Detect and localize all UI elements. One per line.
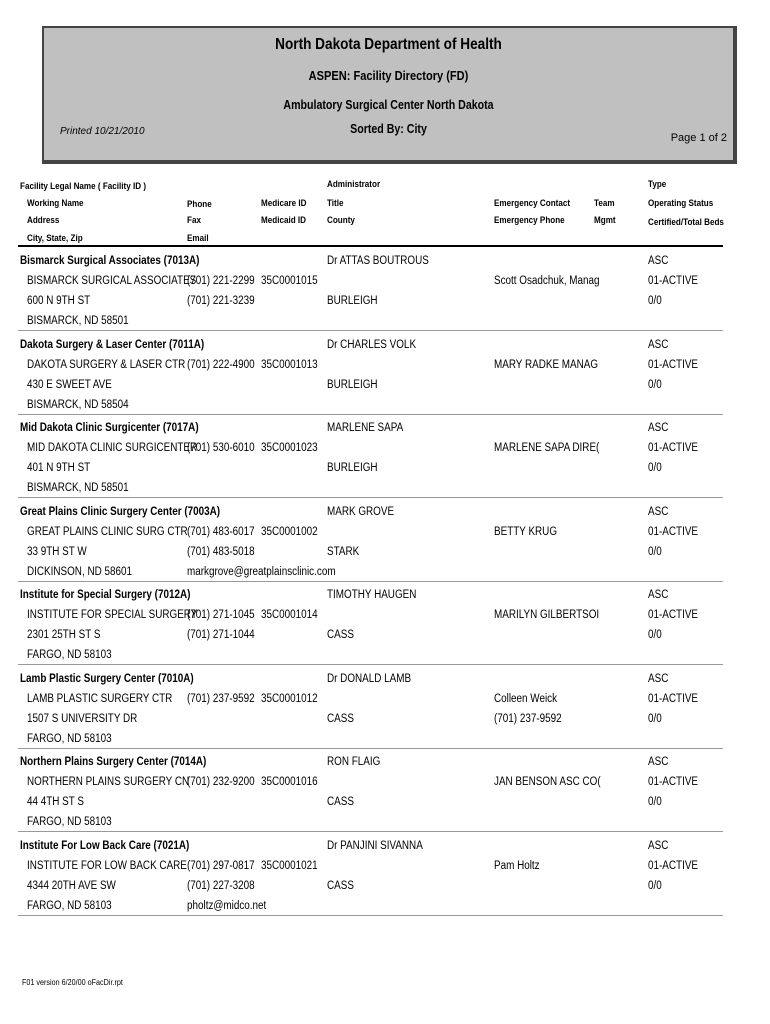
row-divider <box>18 915 723 916</box>
medicare-id: 35C0001023 <box>261 442 318 454</box>
medicare-id: 35C0001021 <box>261 859 318 872</box>
address: 33 9TH ST W <box>27 545 87 558</box>
administrator: TIMOTHY HAUGEN <box>327 589 417 601</box>
col-type: Type <box>648 179 667 189</box>
medicare-id: 35C0001012 <box>261 692 318 705</box>
report-title: North Dakota Department of Health <box>275 36 502 53</box>
medicare-id: 35C0001014 <box>261 609 318 621</box>
county: STARK <box>327 545 360 558</box>
address: 4344 20TH AVE SW <box>27 879 116 892</box>
city-state-zip: BISMARCK, ND 58501 <box>27 482 129 494</box>
county: CASS <box>327 879 354 892</box>
working-name: INSTITUTE FOR LOW BACK CARE <box>27 859 187 872</box>
medicare-id: 35C0001015 <box>261 275 318 287</box>
facility-type: ASC <box>648 839 669 852</box>
facility-type: ASC <box>648 422 669 434</box>
fax: (701) 227-3208 <box>187 879 255 892</box>
facility-record <box>18 247 723 331</box>
facility-type: ASC <box>648 505 669 518</box>
city-state-zip: BISMARCK, ND 58504 <box>27 398 129 411</box>
address: 430 E SWEET AVE <box>27 378 112 391</box>
administrator: Dr CHARLES VOLK <box>327 338 417 351</box>
col-facility: Facility Legal Name ( Facility ID ) <box>20 181 147 191</box>
address: 401 N 9TH ST <box>27 462 91 474</box>
phone: (701) 297-0817 <box>187 859 255 872</box>
phone: (701) 237-9592 <box>187 692 255 705</box>
col-title: Title <box>327 198 344 208</box>
col-county: County <box>327 215 355 225</box>
county: CASS <box>327 796 354 808</box>
address: 2301 25TH ST S <box>27 629 101 641</box>
administrator: MARLENE SAPA <box>327 422 404 434</box>
administrator: Dr PANJINI SIVANNA <box>327 839 423 852</box>
working-name: NORTHERN PLAINS SURGERY CN <box>27 776 190 788</box>
col-team: Team <box>594 198 615 208</box>
city-state-zip: FARGO, ND 58103 <box>27 899 112 912</box>
medicare-id: 35C0001013 <box>261 358 318 371</box>
city-state-zip: BISMARCK, ND 58501 <box>27 315 129 327</box>
emergency-contact: MARY RADKE MANAG <box>494 358 599 371</box>
certified-beds: 0/0 <box>648 295 662 307</box>
facility-type: ASC <box>648 672 669 685</box>
facility-record <box>18 665 723 749</box>
working-name: INSTITUTE FOR SPECIAL SURGERY <box>27 609 198 621</box>
city-state-zip: FARGO, ND 58103 <box>27 816 112 828</box>
address: 600 N 9TH ST <box>27 295 91 307</box>
col-phone: Phone <box>187 199 212 209</box>
facility-record <box>18 498 723 582</box>
facility-legal-name: Bismarck Surgical Associates (7013A) <box>20 255 200 267</box>
operating-status: 01-ACTIVE <box>648 275 699 287</box>
fax: (701) 271-1044 <box>187 629 255 641</box>
emergency-contact: BETTY KRUG <box>494 525 558 538</box>
county: BURLEIGH <box>327 462 378 474</box>
operating-status: 01-ACTIVE <box>648 859 699 872</box>
facility-legal-name: Lamb Plastic Surgery Center (7010A) <box>20 672 194 685</box>
operating-status: 01-ACTIVE <box>648 525 699 538</box>
fax: (701) 221-3239 <box>187 295 255 307</box>
administrator: Dr ATTAS BOUTROUS <box>327 255 429 267</box>
facility-type: ASC <box>648 255 669 267</box>
col-emergency-contact: Emergency Contact <box>494 198 571 208</box>
emergency-contact: MARILYN GILBERTSOI <box>494 609 600 621</box>
administrator: RON FLAIG <box>327 756 381 768</box>
facility-record <box>18 748 723 832</box>
operating-status: 01-ACTIVE <box>648 609 699 621</box>
phone: (701) 222-4900 <box>187 358 255 371</box>
emergency-contact: MARLENE SAPA DIRE( <box>494 442 600 454</box>
report-header <box>42 26 737 164</box>
page-number: Page 1 of 2 <box>670 132 727 144</box>
emergency-contact: Colleen Weick <box>494 692 558 705</box>
administrator: Dr DONALD LAMB <box>327 672 412 685</box>
facility-record <box>18 581 723 665</box>
working-name: LAMB PLASTIC SURGERY CTR <box>27 692 173 705</box>
col-administrator: Administrator <box>327 179 381 189</box>
email: markgrove@greatplainsclinic.com <box>187 565 336 578</box>
emergency-contact: JAN BENSON ASC CO( <box>494 776 601 788</box>
operating-status: 01-ACTIVE <box>648 358 699 371</box>
col-fax: Fax <box>187 215 201 225</box>
city-state-zip: DICKINSON, ND 58601 <box>27 565 132 578</box>
medicare-id: 35C0001016 <box>261 776 318 788</box>
col-emergency-phone: Emergency Phone <box>494 215 565 225</box>
facility-legal-name: Institute for Special Surgery (7012A) <box>20 589 191 601</box>
operating-status: 01-ACTIVE <box>648 692 699 705</box>
phone: (701) 530-6010 <box>187 442 255 454</box>
certified-beds: 0/0 <box>648 545 662 558</box>
report-subtitle: ASPEN: Facility Directory (FD) <box>308 68 469 83</box>
working-name: MID DAKOTA CLINIC SURGICENTER <box>27 442 198 454</box>
emergency-contact: Pam Holtz <box>494 859 540 872</box>
administrator: MARK GROVE <box>327 505 395 518</box>
col-mgmt: Mgmt <box>594 215 616 225</box>
report-footer: F01 version 6/20/00 oFacDir.rpt <box>22 978 123 987</box>
certified-beds: 0/0 <box>648 629 662 641</box>
county: CASS <box>327 712 354 725</box>
col-city: City, State, Zip <box>27 233 83 243</box>
col-medicaid: Medicaid ID <box>261 215 307 225</box>
emergency-contact: Scott Osadchuk, Manag <box>494 275 600 287</box>
col-address: Address <box>27 215 60 225</box>
operating-status: 01-ACTIVE <box>648 442 699 454</box>
facility-record <box>18 832 723 916</box>
report-name: Ambulatory Surgical Center North Dakota <box>283 98 494 112</box>
phone: (701) 232-9200 <box>187 776 255 788</box>
facility-legal-name: Mid Dakota Clinic Surgicenter (7017A) <box>20 422 199 434</box>
facility-type: ASC <box>648 589 669 601</box>
printed-date: Printed 10/21/2010 <box>60 126 145 137</box>
city-state-zip: FARGO, ND 58103 <box>27 732 112 745</box>
facility-legal-name: Northern Plains Surgery Center (7014A) <box>20 756 207 768</box>
certified-beds: 0/0 <box>648 879 662 892</box>
phone: (701) 271-1045 <box>187 609 255 621</box>
address: 44 4TH ST S <box>27 796 84 808</box>
county: BURLEIGH <box>327 378 378 391</box>
col-beds: Certified/Total Beds <box>648 217 724 227</box>
facility-type: ASC <box>648 756 669 768</box>
col-operating-status: Operating Status <box>648 198 714 208</box>
facility-record <box>18 414 723 498</box>
phone: (701) 483-6017 <box>187 525 255 538</box>
certified-beds: 0/0 <box>648 462 662 474</box>
col-working-name: Working Name <box>27 198 84 208</box>
col-medicare: Medicare ID <box>261 198 307 208</box>
email: pholtz@midco.net <box>187 899 267 912</box>
working-name: BISMARCK SURGICAL ASSOCIATES <box>27 275 197 287</box>
county: CASS <box>327 629 354 641</box>
certified-beds: 0/0 <box>648 796 662 808</box>
county: BURLEIGH <box>327 295 378 307</box>
facility-legal-name: Institute For Low Back Care (7021A) <box>20 839 190 852</box>
working-name: GREAT PLAINS CLINIC SURG CTR <box>27 525 188 538</box>
facility-legal-name: Great Plains Clinic Surgery Center (7003A) <box>20 505 221 518</box>
working-name: DAKOTA SURGERY & LASER CTR <box>27 358 186 371</box>
facility-legal-name: Dakota Surgery & Laser Center (7011A) <box>20 338 205 351</box>
city-state-zip: FARGO, ND 58103 <box>27 649 112 661</box>
col-email: Email <box>187 233 209 243</box>
certified-beds: 0/0 <box>648 712 662 725</box>
medicare-id: 35C0001002 <box>261 525 318 538</box>
phone: (701) 221-2299 <box>187 275 255 287</box>
certified-beds: 0/0 <box>648 378 662 391</box>
facility-type: ASC <box>648 338 669 351</box>
address: 1507 S UNIVERSITY DR <box>27 712 138 725</box>
emergency-phone: (701) 237-9592 <box>494 712 562 725</box>
sort-label: Sorted By: City <box>350 122 427 136</box>
fax: (701) 483-5018 <box>187 545 255 558</box>
operating-status: 01-ACTIVE <box>648 776 699 788</box>
facility-record <box>18 331 723 415</box>
